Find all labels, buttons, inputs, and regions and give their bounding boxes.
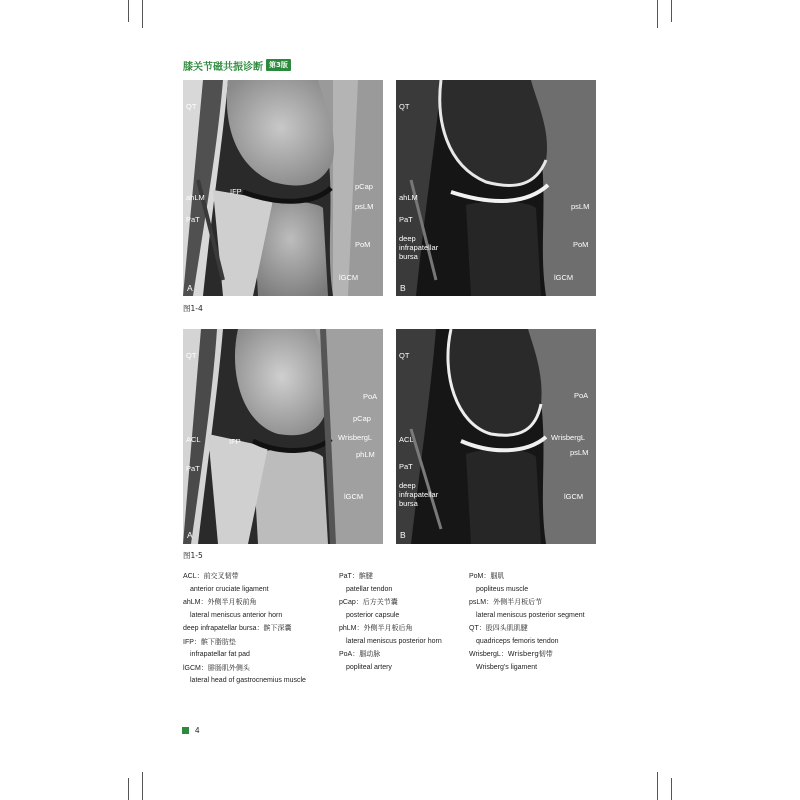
label-lgcm: lGCM [339,273,359,282]
mri-image-1-4b [396,80,596,296]
legend-english: posterior capsule [346,611,400,619]
legend-entry: ACL：前交叉韧带 [183,572,239,580]
legend-english: popliteus muscle [476,585,529,593]
label-infrapatellar: infrapatellar [399,243,439,252]
label-pat: PaT [186,464,200,473]
running-header [183,57,291,73]
label-deep: deep [399,481,416,490]
label-poa: PoA [363,392,378,401]
legend-entry: PoA：腘动脉 [339,650,381,658]
legend-english: popliteal artery [346,663,392,671]
mri-panel-1-5a [183,329,383,544]
legend-entry: PoM：腘肌 [469,572,505,580]
legend-english: lateral meniscus anterior horn [190,611,283,619]
legend-entry: ahLM：外侧半月板前角 [183,598,257,606]
panel-letter: A [187,283,193,293]
legend-entry: QT：股四头肌肌腱 [469,624,528,632]
crop-mark-bottom-right [671,778,672,800]
label-poa: PoA [574,391,589,400]
label-pcap: pCap [353,414,371,423]
page-marker-icon [182,727,189,734]
label-pcap: pCap [355,182,373,191]
legend-column-3 [469,570,585,674]
mri-panel-1-4a [183,80,383,296]
legend-english: Wrisberg's ligament [476,663,538,671]
label-pom: PoM [355,240,371,249]
label-lgcm: lGCM [344,492,364,501]
panel-letter: A [187,530,193,540]
crop-mark-top-left [142,0,143,28]
legend-entry: psLM：外侧半月板后节 [469,598,543,606]
label-pslm: psLM [570,448,589,457]
page-footer [182,726,199,735]
legend-english: lateral meniscus posterior segment [476,611,585,619]
label-pslm: psLM [571,202,590,211]
label-pslm: psLM [355,202,374,211]
label-ahlm: ahLM [186,193,205,202]
crop-mark-bottom-left [128,778,129,800]
legend-entry: PaT：髌腱 [339,572,373,580]
legend-english: lateral head of gastrocnemius muscle [190,677,306,684]
legend-entry: lGCM：腓肠肌外侧头 [183,663,250,672]
panel-letter: B [400,283,406,293]
label-phlm: phLM [356,450,375,459]
label-qt: QT [186,102,197,111]
label-qt: QT [186,351,197,360]
label-bursa: bursa [399,252,418,261]
label-ahlm: ahLM [399,193,418,202]
label-acl: ACL [399,435,414,444]
label-deep: deep [399,234,416,243]
figure-caption-1-4: 图1-4 [183,304,203,313]
legend-column-1 [183,570,306,688]
legend-entry: phLM：外侧半月板后角 [339,624,413,632]
label-wrisbergl: WrisbergL [338,433,373,442]
label-infrapatellar: infrapatellar [399,490,439,499]
book-title: 膝关节磁共振诊断 [183,61,263,73]
mri-panel-1-5b [396,329,596,544]
legend-entry: IFP：髌下脂肪垫 [183,637,236,646]
label-pat: PaT [399,462,413,471]
label-pom: PoM [573,240,589,249]
label-lgcm: lGCM [564,492,584,501]
page-number: 4 [195,726,200,735]
legend-english: lateral meniscus posterior horn [346,637,442,645]
edition-badge: 第3版 [266,59,291,71]
figure-caption-1-5: 图1-5 [183,551,203,560]
crop-mark-top-right [657,0,658,28]
legend-english: infrapatellar fat pad [190,651,250,658]
legend-english: patellar tendon [346,585,393,593]
panel-letter: B [400,530,406,540]
label-qt: QT [399,102,410,111]
legend-entry: pCap：后方关节囊 [339,598,398,606]
crop-mark-bottom-left [142,772,143,800]
label-ifp: IFP [230,187,242,196]
crop-mark-top-right [671,0,672,22]
legend-entry: WrisbergL：Wrisberg韧带 [469,650,553,658]
legend-english: anterior cruciate ligament [190,585,269,593]
label-lgcm: lGCM [554,273,574,282]
label-ifp: IFP [229,437,241,446]
crop-mark-bottom-right [657,772,658,800]
label-acl: ACL [186,435,201,444]
label-bursa: bursa [399,499,418,508]
mri-image-1-4a [183,80,383,296]
legend-entry: deep infrapatellar bursa：髌下深囊 [183,624,292,632]
legend-column-2 [339,570,442,674]
label-pat: PaT [186,215,200,224]
mri-panel-1-4b [396,80,596,296]
legend-english: quadriceps femoris tendon [476,637,559,645]
crop-mark-top-left [128,0,129,22]
label-qt: QT [399,351,410,360]
label-pat: PaT [399,215,413,224]
label-wrisbergl: WrisbergL [551,433,586,442]
